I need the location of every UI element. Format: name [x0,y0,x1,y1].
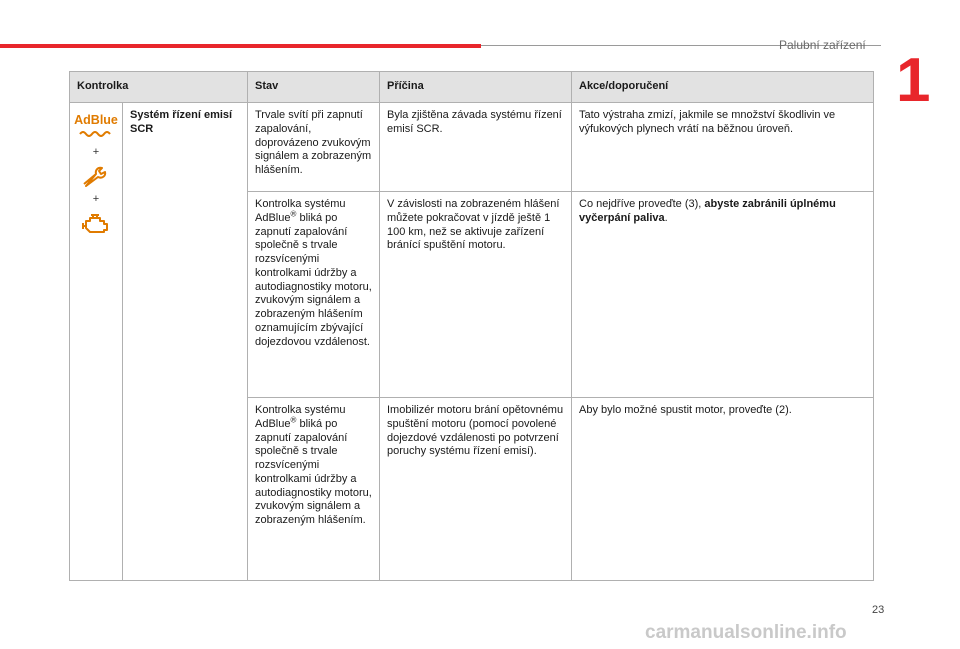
row2-pricina: V závislosti na zobrazeném hlášení můžete pokračovat v jízdě ještě 1 100 km, než se aktivuje zařízení bránící spuštění motoru. [380,192,572,398]
header-red-bar [0,44,481,48]
system-name: Systém řízení emisí SCR [123,103,248,581]
plus-sign: + [92,193,100,206]
section-title: Palubní zařízení [779,38,866,52]
warning-lamp-table [69,71,874,581]
row2-akce: Co nejdříve proveďte (3), abyste zabránili úplnému vyčerpání paliva. [572,192,874,398]
col-header-stav: Stav [248,72,380,103]
col-header-pricina: Příčina [380,72,572,103]
col-header-kontrolka: Kontrolka [70,72,248,103]
watermark: carmanualsonline.info [645,622,847,643]
row1-akce: Tato výstraha zmizí, jakmile se množství škodlivin ve výfukových plynech vrátí na běžnou úroveň. [572,103,874,192]
wrench-icon [81,165,111,189]
engine-icon [81,212,111,236]
page-number: 23 [872,604,885,616]
adblue-wave-icon [79,130,113,138]
row3-pricina: Imobilizér motoru brání opětovnému spuštění motoru (pomocí povolené dojezdové vzdálenosti po potvrzení poruchy systému řízení emisí). [380,398,572,581]
row1-stav: Trvale svítí při zapnutí zapalování, doprovázeno zvukovým signálem a zobrazeným hlášením. [248,103,380,192]
row3-stav: Kontrolka systému AdBlue® bliká po zapnutí zapalování společně s trvale rozsvícenými kontrolkami údržby a autodiagnostiky motoru, zvukovým signálem a zobrazeným hlášením. [248,398,380,581]
adblue-label: AdBlue [74,113,118,127]
adblue-icon [74,113,118,142]
row3-akce: Aby bylo možné spustit motor, proveďte (2). [572,398,874,581]
plus-sign: + [92,146,100,159]
col-header-akce: Akce/doporučení [572,72,874,103]
chapter-number: 1 [896,46,931,115]
table-row [70,103,874,192]
table-header-row [70,72,874,103]
row2-stav: Kontrolka systému AdBlue® bliká po zapnutí zapalování společně s trvale rozsvícenými kontrolkami údržby a autodiagnostiky motoru, zvukovým signálem a zobrazeným hlášením oznamujícím zbývající dojezdovou vzdálenost. [248,192,380,398]
warning-icons-cell [70,103,123,581]
row1-pricina: Byla zjištěna závada systému řízení emisí SCR. [380,103,572,192]
